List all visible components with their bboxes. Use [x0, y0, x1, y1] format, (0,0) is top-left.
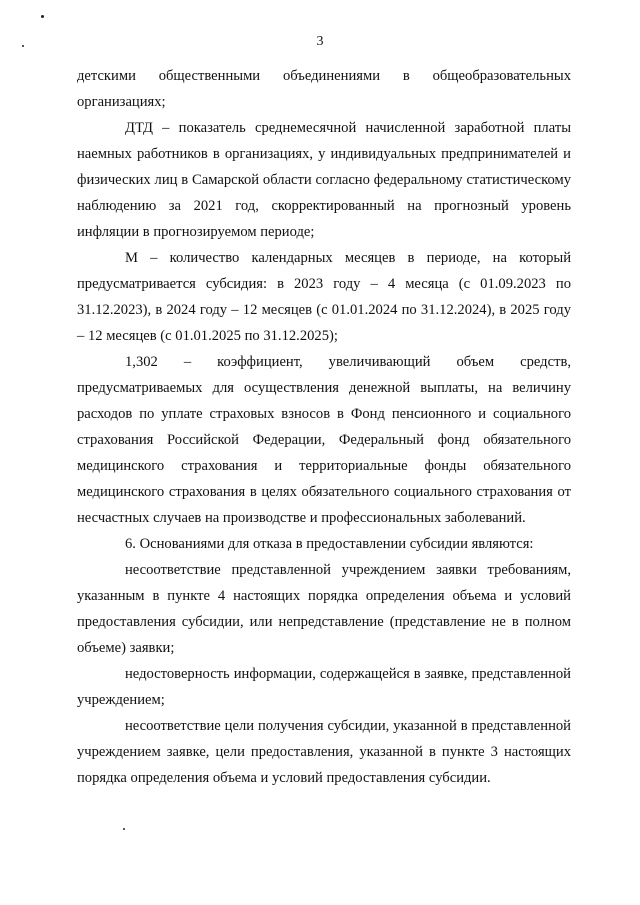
paragraph-continuation: детскими общественными объединениями в общеобразовательных организациях; — [77, 68, 571, 110]
paragraph-refusal-reason-2: недостоверность информации, содержащейся в заявке, представленной учреждением; — [77, 666, 571, 708]
paragraph-refusal-reason-3: несоответствие цели получения субсидии, указанной в представленной учреждением заявке, цели предоставления, указанной в пункте 3 настоящих порядка определения объема и условий предоставления субсидии. — [77, 718, 571, 786]
paragraph-coefficient-definition: 1,302 – коэффициент, увеличивающий объем средств, предусматриваемых для осуществления денежной выплаты, на величину расходов по уплате страховых взносов в Фонд пенсионного и социального страхования Российской Федерации, Федеральный фонд обязательного медицинского страхования и территориальные фонды обязательного медицинского страхования в целях обязательного социального страхования от несчастных случаев на производстве и профессиональных заболеваний. — [77, 354, 571, 526]
paragraph-dtd-definition: ДТД – показатель среднемесячной начисленной заработной платы наемных работников в организациях, у индивидуальных предпринимателей и физических лиц в Самарской области согласно федеральному статистическому наблюдению за 2021 год, скорректированный на прогнозный уровень инфляции в прогнозируемом периоде; — [77, 120, 571, 240]
scan-speck — [123, 828, 125, 830]
paragraph-m-definition: М – количество календарных месяцев в периоде, на который предусматривается субсидия: в 2023 году – 4 месяца (с 01.09.2023 по 31.12.2023), в 2024 году – 12 месяцев (с 01.01.2024 по 31.12.2024), в 2025 году – 12 месяцев (с 01.01.2025 по 31.12.2025); — [77, 250, 571, 344]
document-body — [77, 63, 571, 791]
scan-speck — [41, 15, 44, 18]
page-number: 3 — [316, 34, 324, 49]
paragraph-refusal-reason-1: несоответствие представленной учреждением заявки требованиям, указанным в пункте 4 настоящих порядка определения объема и условий предоставления субсидии, или непредставление (представление не в полном объеме) заявки; — [77, 562, 571, 656]
paragraph-section-6-heading: 6. Основаниями для отказа в предоставлении субсидии являются: — [125, 536, 534, 552]
